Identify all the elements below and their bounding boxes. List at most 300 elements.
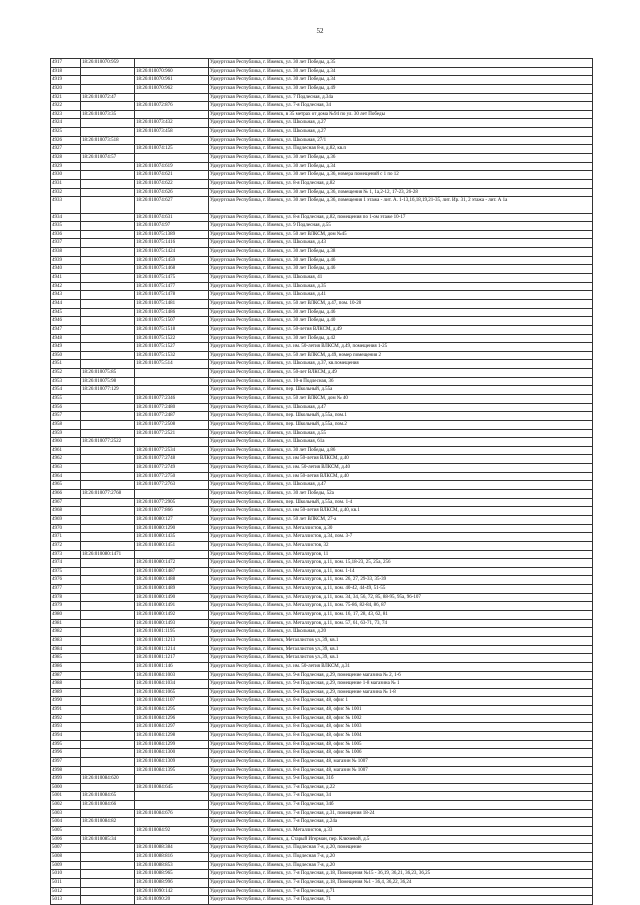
row-number: 4984 [51, 645, 81, 654]
address-cell: Удмуртская Республика, г. Ижевск, ул. 50-лет ВЛКСМ, д.49 [209, 369, 593, 378]
cadastral-number-land [81, 481, 135, 490]
table-row [51, 896, 593, 905]
table-row [51, 188, 593, 197]
cadastral-number-land: 18:26:010075:98 [81, 377, 135, 386]
row-number: 4980 [51, 611, 81, 620]
cadastral-number-building: 18:26:010074:622 [135, 179, 209, 188]
cadastral-number-land [81, 827, 135, 836]
address-cell: Удмуртская Республика, г. Ижевск, ул. Школьная, д.27 [209, 128, 593, 137]
table-row [51, 455, 593, 464]
row-number: 5002 [51, 801, 81, 810]
address-cell: Удмуртская Республика, г. Ижевск, ул. 9-я Подлесная, 31б [209, 775, 593, 784]
cadastral-number-land [81, 878, 135, 887]
address-cell: Удмуртская Республика, г. Ижевск, ул. 8-я Подлесная, 48, офис № 1003 [209, 723, 593, 732]
address-cell: Удмуртская Республика, г. Ижевск, ул. Металлургов, д.11, пом. 34, 34, 56, 72, 85, 88-95, 95а, 96-107 [209, 593, 593, 602]
address-cell: Удмуртская Республика, г. Ижевск, ул. Школьная, д.47 [209, 481, 593, 490]
table-row [51, 377, 593, 386]
cadastral-number-land: 18:26:010077:2522 [81, 438, 135, 447]
address-cell: Удмуртская Республика, г. Ижевск, ул. Металлургов, д.11, пом. 15,18-23, 25, 25а, 256 [209, 559, 593, 568]
table-row [51, 472, 593, 481]
cadastral-number-land [81, 188, 135, 197]
cadastral-number-land [81, 585, 135, 594]
address-cell: Удмуртская Республика, г. Ижевск, ул. 7-я Подлесная, 34 [209, 792, 593, 801]
cadastral-number-building: 18:26:010084:1395 [135, 766, 209, 775]
address-cell: Удмуртская Республика, г. Ижевск, ул. 7-я Подлесная, 71 [209, 896, 593, 905]
cadastral-number-building [135, 550, 209, 559]
row-number: 4925 [51, 128, 81, 137]
address-cell: Удмуртская Республика, г. Ижевск, пер. Школьный, д.55а, пом.2 [209, 420, 593, 429]
address-cell: Удмуртская Республика, г. Ижевск, ул. им 50-летия ВЛКСМ, д.40, кв.1 [209, 507, 593, 516]
cadastral-number-building: 18:26:010077:2487 [135, 412, 209, 421]
cadastral-number-building [135, 369, 209, 378]
row-number: 5009 [51, 861, 81, 870]
row-number: 4941 [51, 274, 81, 283]
row-number: 4943 [51, 291, 81, 300]
table-row [51, 136, 593, 145]
table-row [51, 274, 593, 283]
table-row [51, 102, 593, 111]
cadastral-number-building: 18:26:010075:1518 [135, 325, 209, 334]
table-row [51, 801, 593, 810]
cadastral-number-land [81, 576, 135, 585]
registry-table [50, 58, 593, 905]
row-number: 4955 [51, 395, 81, 404]
table-row [51, 740, 593, 749]
row-number: 4990 [51, 697, 81, 706]
table-row [51, 887, 593, 896]
address-cell: Удмуртская Республика, г. Ижевск, ул. 8-я Подлесная, 48, магазин № 1007 [209, 766, 593, 775]
cadastral-number-land: 18:26:010077:2768 [81, 490, 135, 499]
address-cell: Удмуртская Республика, г. Ижевск, ул. Школьная, д.41 [209, 291, 593, 300]
table-row [51, 775, 593, 784]
cadastral-number-land [81, 119, 135, 128]
cadastral-number-land [81, 723, 135, 732]
table-row [51, 490, 593, 499]
row-number: 4961 [51, 446, 81, 455]
cadastral-number-building: 18:26:010084:676 [135, 809, 209, 818]
cadastral-number-land [81, 809, 135, 818]
row-number: 5008 [51, 852, 81, 861]
cadastral-number-land [81, 844, 135, 853]
cadastral-number-land [81, 222, 135, 231]
row-number: 5007 [51, 844, 81, 853]
table-row [51, 239, 593, 248]
address-cell: Удмуртская Республика, г. Ижевск, ул. 30 лет Победы, д.36 [209, 154, 593, 163]
row-number: 5001 [51, 792, 81, 801]
cadastral-number-building: 18:26:010084:1107 [135, 697, 209, 706]
cadastral-number-land [81, 76, 135, 85]
table-row [51, 766, 593, 775]
cadastral-number-building: 18:26:010084:1300 [135, 749, 209, 758]
cadastral-number-building: 18:26:010088:384 [135, 844, 209, 853]
table-row [51, 723, 593, 732]
cadastral-number-building: 18:26:010088:965 [135, 870, 209, 879]
row-number: 4964 [51, 472, 81, 481]
cadastral-number-land [81, 515, 135, 524]
table-row [51, 93, 593, 102]
cadastral-number-land [81, 680, 135, 689]
cadastral-number-land: 18:26:010084:620 [81, 775, 135, 784]
row-number: 5013 [51, 896, 81, 905]
cadastral-number-land [81, 239, 135, 248]
cadastral-number-building: 18:26:010075:1459 [135, 256, 209, 265]
cadastral-number-building [135, 775, 209, 784]
row-number: 4947 [51, 325, 81, 334]
address-cell: Удмуртская Республика, г. Ижевск, ул. 30 лет Победы, д.35 [209, 59, 593, 68]
table-row [51, 861, 593, 870]
row-number: 4952 [51, 369, 81, 378]
table-row [51, 576, 593, 585]
address-cell: Удмуртская Республика, г. Ижевск, ул. 8-я Подлесная, 48, офис № 1001 [209, 706, 593, 715]
address-cell: Удмуртская Республика, г. Ижевск, ул. Металлургов, 11 [209, 550, 593, 559]
row-number: 4962 [51, 455, 81, 464]
cadastral-number-building: 18:26:010072:876 [135, 102, 209, 111]
table-row [51, 619, 593, 628]
address-cell: Удмуртская Республика, г. Ижевск, ул. 30 лет Победы, д.36, помещения 1 этажа - лит. А. 1-13,16,18,19,21-35, лит. Ир. 31, 2 этажа - лит. А 1а [209, 197, 593, 213]
table-row [51, 369, 593, 378]
cadastral-number-land: 18:26:010075:85 [81, 369, 135, 378]
cadastral-number-building: 18:26:010088:996 [135, 878, 209, 887]
table-row [51, 248, 593, 257]
cadastral-number-land [81, 464, 135, 473]
row-number: 4983 [51, 636, 81, 645]
address-cell: Удмуртская Республика, г. Ижевск, ул. 30 лет Победы, д.40 [209, 317, 593, 326]
row-number: 4970 [51, 524, 81, 533]
address-cell: Удмуртская Республика, г. Ижевск, ул. 50 лет ВЛКСМ, д.49, номер помещения 2 [209, 351, 593, 360]
cadastral-number-building: 18:26:010074:626 [135, 188, 209, 197]
address-cell: Удмуртская Республика, г. Ижевск, ул. 8-я Подлесная, 48, офис 1 [209, 697, 593, 706]
row-number: 4924 [51, 119, 81, 128]
address-cell: Удмуртская Республика, г. Ижевск, ул. им. 50-летия ВЛКСМ, д.40 [209, 464, 593, 473]
address-cell: Удмуртская Республика, г. Ижевск, д. Старый Игерман, пер. Ключевой, д.5 [209, 835, 593, 844]
cadastral-number-building: 18:26:010077:2534 [135, 446, 209, 455]
table-row [51, 706, 593, 715]
table-row [51, 179, 593, 188]
cadastral-number-land [81, 749, 135, 758]
address-cell: Удмуртская Республика, г. Ижевск, ул. 30 лет Победы, д.86 [209, 446, 593, 455]
cadastral-number-land [81, 179, 135, 188]
cadastral-number-building: 18:26:010074:627 [135, 197, 209, 213]
row-number: 4991 [51, 706, 81, 715]
cadastral-number-building: 18:26:010075:1478 [135, 291, 209, 300]
cadastral-number-building: 18:26:010074:631 [135, 213, 209, 222]
address-cell: Удмуртская Республика, г. Ижевск, ул. 30 лет Победы, д.36, помещения № 1, 1а,2-12, 17-23, 26-28 [209, 188, 593, 197]
row-number: 4973 [51, 550, 81, 559]
cadastral-number-building: 18:26:010080:1491 [135, 602, 209, 611]
address-cell: Удмуртская Республика, г. Ижевск, ул. Металлистов, д.30 [209, 524, 593, 533]
cadastral-number-land [81, 524, 135, 533]
cadastral-number-building: 18:26:010084:1034 [135, 680, 209, 689]
cadastral-number-land [81, 102, 135, 111]
address-cell: Удмуртская Республика, г. Ижевск, ул. Школьная, д.35 [209, 282, 593, 291]
row-number: 4926 [51, 136, 81, 145]
table-row [51, 343, 593, 352]
table-row [51, 870, 593, 879]
address-cell: Удмуртская Республика, г. Ижевск, ул. 30 лет Победы, д.34 [209, 162, 593, 171]
cadastral-number-building: 18:26:010077:2763 [135, 481, 209, 490]
table-row [51, 559, 593, 568]
table-row [51, 524, 593, 533]
cadastral-number-land: 18:26:010084:66 [81, 801, 135, 810]
cadastral-number-building: 18:26:010077:2480 [135, 403, 209, 412]
address-cell: Удмуртская Республика, г. Ижевск, ул. им 50-летия ВЛКСМ, д.40 [209, 455, 593, 464]
cadastral-number-land [81, 567, 135, 576]
address-cell: Удмуртская Республика, г. Ижевск, ул. им. 50-летия ВЛКСМ, д.49, помещения 1-25 [209, 343, 593, 352]
row-number: 5006 [51, 835, 81, 844]
cadastral-number-building: 18:26:010081:1213 [135, 636, 209, 645]
cadastral-number-building [135, 154, 209, 163]
cadastral-number-building: 18:26:010077:2905 [135, 498, 209, 507]
address-cell: Удмуртская Республика, г. Ижевск, ул. 8-я Подлесная, д.82, помещения по 1-ом этаже 10-17 [209, 213, 593, 222]
cadastral-number-building: 18:26:010080:1451 [135, 541, 209, 550]
cadastral-number-land [81, 611, 135, 620]
cadastral-number-building: 18:26:010088:816 [135, 852, 209, 861]
cadastral-number-building: 18:26:010084:1295 [135, 706, 209, 715]
address-cell: Удмуртская Республика, г. Ижевск, ул. им. 50-летия ВЛКСМ, д.31 [209, 662, 593, 671]
table-row [51, 446, 593, 455]
table-row [51, 567, 593, 576]
row-number: 4994 [51, 731, 81, 740]
table-row [51, 602, 593, 611]
row-number: 4920 [51, 84, 81, 93]
address-cell: Удмуртская Республика, г. Ижевск, ул. 8-я Подлесная, д.82 [209, 179, 593, 188]
address-cell: Удмуртская Республика, г. Ижевск, ул. 30 лет Победы, д.46 [209, 308, 593, 317]
cadastral-number-building: 18:26:010081:1217 [135, 654, 209, 663]
address-cell: Удмуртская Республика, г. Ижевск, ул. 30 лет Победы, д.34 [209, 76, 593, 85]
address-cell: Удмуртская Республика, г. Ижевск, ул. Подлесная 7-я, д.20 [209, 861, 593, 870]
table-row [51, 809, 593, 818]
address-cell: Удмуртская Республика, г. Ижевск, Металлистов ул.,39, кв.1 [209, 636, 593, 645]
table-row [51, 628, 593, 637]
cadastral-number-land [81, 230, 135, 239]
cadastral-number-building [135, 110, 209, 119]
row-number: 4959 [51, 429, 81, 438]
cadastral-number-land [81, 654, 135, 663]
cadastral-number-building: 18:26:010075:1424 [135, 248, 209, 257]
cadastral-number-building [135, 59, 209, 68]
cadastral-number-building: 18:26:010084:1003 [135, 671, 209, 680]
row-number: 4954 [51, 386, 81, 395]
row-number: 5005 [51, 827, 81, 836]
table-row [51, 852, 593, 861]
cadastral-number-building: 18:26:010075:514 [135, 360, 209, 369]
address-cell: Удмуртская Республика, г. Ижевск, ул. 50 лет ВЛКСМ, 27-а [209, 515, 593, 524]
address-cell: Удмуртская Республика, г. Ижевск, ул. Металлистов, 32 [209, 541, 593, 550]
cadastral-number-land [81, 420, 135, 429]
table-row [51, 593, 593, 602]
cadastral-number-building [135, 136, 209, 145]
cadastral-number-land [81, 248, 135, 257]
row-number: 4996 [51, 749, 81, 758]
cadastral-number-land: 18:26:010077:129 [81, 386, 135, 395]
table-row [51, 351, 593, 360]
cadastral-number-building: 18:26:010075:1507 [135, 317, 209, 326]
row-number: 4927 [51, 145, 81, 154]
cadastral-number-building: 18:26:010090:142 [135, 887, 209, 896]
address-cell: Удмуртская Республика, г. Ижевск, ул. Подлесная 8-я, д.82, кв.п [209, 145, 593, 154]
row-number: 4992 [51, 714, 81, 723]
row-number: 4963 [51, 464, 81, 473]
cadastral-number-land [81, 507, 135, 516]
row-number: 4968 [51, 507, 81, 516]
cadastral-number-land [81, 559, 135, 568]
table-row [51, 128, 593, 137]
row-number: 4946 [51, 317, 81, 326]
row-number: 4956 [51, 403, 81, 412]
cadastral-number-land [81, 325, 135, 334]
cadastral-number-building: 18:26:010077:2749 [135, 464, 209, 473]
cadastral-number-land [81, 162, 135, 171]
cadastral-number-building [135, 377, 209, 386]
cadastral-number-land [81, 671, 135, 680]
table-row [51, 84, 593, 93]
cadastral-number-land [81, 706, 135, 715]
address-cell: Удмуртская Республика, г. Ижевск, ул. Металлургов, д.11, пом. 57, 61, 63-71, 73, 74 [209, 619, 593, 628]
cadastral-number-building: 18:26:010077:2750 [135, 472, 209, 481]
row-number: 4942 [51, 282, 81, 291]
table-row [51, 162, 593, 171]
cadastral-number-building: 18:26:010075:1389 [135, 230, 209, 239]
table-row [51, 731, 593, 740]
table-row [51, 783, 593, 792]
row-number: 4950 [51, 351, 81, 360]
row-number: 4945 [51, 308, 81, 317]
table-row [51, 498, 593, 507]
cadastral-number-building: 18:26:010077:866 [135, 507, 209, 516]
cadastral-number-land [81, 171, 135, 180]
cadastral-number-building: 18:26:010080:1493 [135, 619, 209, 628]
cadastral-number-land [81, 472, 135, 481]
row-number: 4929 [51, 162, 81, 171]
table-row [51, 197, 593, 213]
table-row [51, 541, 593, 550]
row-number: 4979 [51, 602, 81, 611]
cadastral-number-land [81, 887, 135, 896]
table-row [51, 792, 593, 801]
cadastral-number-land [81, 274, 135, 283]
address-cell: Удмуртская Республика, г. Ижевск, ул. 7-я Подлесная, 34б [209, 801, 593, 810]
cadastral-number-building: 18:26:010080:1472 [135, 559, 209, 568]
address-cell: Удмуртская Республика, г. Ижевск, ул. 50-летия ВЛКСМ, д.49 [209, 325, 593, 334]
address-cell: Удмуртская Республика, г. Ижевск, пер. Школьный, д.55а [209, 386, 593, 395]
address-cell: Удмуртская Республика, г. Ижевск, ул. Подлесная 7-я, д.20 [209, 852, 593, 861]
table-row [51, 827, 593, 836]
cadastral-number-land [81, 688, 135, 697]
row-number: 4940 [51, 265, 81, 274]
cadastral-number-building [135, 386, 209, 395]
cadastral-number-building: 18:26:010081:1195 [135, 628, 209, 637]
address-cell: Удмуртская Республика, г. Ижевск, ул. Металлургов, д.11, пом. 75-86, 82-84, 86, 87 [209, 602, 593, 611]
cadastral-number-land [81, 697, 135, 706]
row-number: 4977 [51, 585, 81, 594]
cadastral-number-land [81, 636, 135, 645]
address-cell: Удмуртская Республика, г. Ижевск, ул. 7-я Подлесная, д.18, Помещения №15 - 36,19, 36,21, 36,23, 36,25 [209, 870, 593, 879]
table-row [51, 844, 593, 853]
row-number: 4928 [51, 154, 81, 163]
table-row [51, 395, 593, 404]
address-cell: Удмуртская Республика, г. Ижевск, ул. 8-я Подлесная, 48, офис № 1002 [209, 714, 593, 723]
table-row [51, 145, 593, 154]
row-number: 4930 [51, 171, 81, 180]
cadastral-number-land [81, 265, 135, 274]
address-cell: Удмуртская Республика, г. Ижевск, ул. 7-я Подлесная, д.71 [209, 887, 593, 896]
cadastral-number-land [81, 291, 135, 300]
cadastral-number-building: 18:26:010080:1488 [135, 576, 209, 585]
row-number: 4965 [51, 481, 81, 490]
row-number: 4978 [51, 593, 81, 602]
address-cell: Удмуртская Республика, г. Ижевск, ул. Школьная, д.20 [209, 628, 593, 637]
cadastral-number-building: 18:26:010075:1416 [135, 239, 209, 248]
cadastral-number-building [135, 818, 209, 827]
cadastral-number-land [81, 593, 135, 602]
address-cell: Удмуртская Республика, г. Ижевск, ул. Металлистов, д.33 [209, 827, 593, 836]
table-row [51, 515, 593, 524]
row-number: 4985 [51, 654, 81, 663]
cadastral-number-building: 18:26:010075:1486 [135, 308, 209, 317]
row-number: 5004 [51, 818, 81, 827]
row-number: 4919 [51, 76, 81, 85]
address-cell: Удмуртская Республика, г. Ижевск, ул. Школьная, 41 [209, 274, 593, 283]
cadastral-number-land: 18:26:010073:518 [81, 136, 135, 145]
cadastral-number-land [81, 343, 135, 352]
table-row [51, 749, 593, 758]
table-row [51, 464, 593, 473]
cadastral-number-land [81, 395, 135, 404]
address-cell: Удмуртская Республика, г. Ижевск, ул. 30 лет Победы, д.46 [209, 256, 593, 265]
cadastral-number-land [81, 714, 135, 723]
table-row [51, 291, 593, 300]
row-number: 4981 [51, 619, 81, 628]
cadastral-number-land: 18:26:010080:1471 [81, 550, 135, 559]
address-cell: Удмуртская Республика, г. Ижевск, ул. 50 лет ВЛКСМ, дом № 40 [209, 395, 593, 404]
row-number: 4936 [51, 230, 81, 239]
cadastral-number-building: 18:26:010074:125 [135, 145, 209, 154]
cadastral-number-land [81, 645, 135, 654]
row-number: 4944 [51, 299, 81, 308]
row-number: 4937 [51, 239, 81, 248]
cadastral-number-building: 18:26:010080:1492 [135, 611, 209, 620]
row-number: 4938 [51, 248, 81, 257]
cadastral-number-building: 18:26:010081:1214 [135, 645, 209, 654]
cadastral-number-building: 18:26:010075:1475 [135, 274, 209, 283]
row-number: 4972 [51, 541, 81, 550]
address-cell: Удмуртская Республика, г. Ижевск, ул. Школьная, д.43 [209, 239, 593, 248]
address-cell: Удмуртская Республика, г. Ижевск, ул. Школьная, 61а [209, 438, 593, 447]
address-cell: Удмуртская Республика, г. Ижевск, ул. 7-я Подлесная, д.24а [209, 818, 593, 827]
table-row [51, 110, 593, 119]
row-number: 4922 [51, 102, 81, 111]
address-cell: Удмуртская Республика, г. Ижевск, ул. 8-я Подлесная, 48, офис № 1004 [209, 731, 593, 740]
cadastral-number-building: 18:26:010073:432 [135, 119, 209, 128]
cadastral-number-building [135, 801, 209, 810]
table-row [51, 334, 593, 343]
cadastral-number-land [81, 197, 135, 213]
table-row [51, 481, 593, 490]
table-row [51, 317, 593, 326]
address-cell: Удмуртская Республика, г. Ижевск, ул. Школьная, 27/1 [209, 136, 593, 145]
row-number: 4989 [51, 688, 81, 697]
table-row [51, 645, 593, 654]
row-number: 4957 [51, 412, 81, 421]
address-cell: Удмуртская Республика, г. Ижевск, ул. 9-я Подлесная, д.29, помещение магазина № 2, 1-6 [209, 671, 593, 680]
address-cell: Удмуртская Республика, г. Ижевск, в 35 метрах от дома №94 по ул. 30 лет Победы [209, 110, 593, 119]
cadastral-number-building: 18:26:010084:645 [135, 783, 209, 792]
address-cell: Удмуртская Республика, г. Ижевск, ул. 50 лет ВЛКСМ, дом №45 [209, 230, 593, 239]
row-number: 4933 [51, 197, 81, 213]
table-row [51, 611, 593, 620]
row-number: 4969 [51, 515, 81, 524]
table-row [51, 636, 593, 645]
